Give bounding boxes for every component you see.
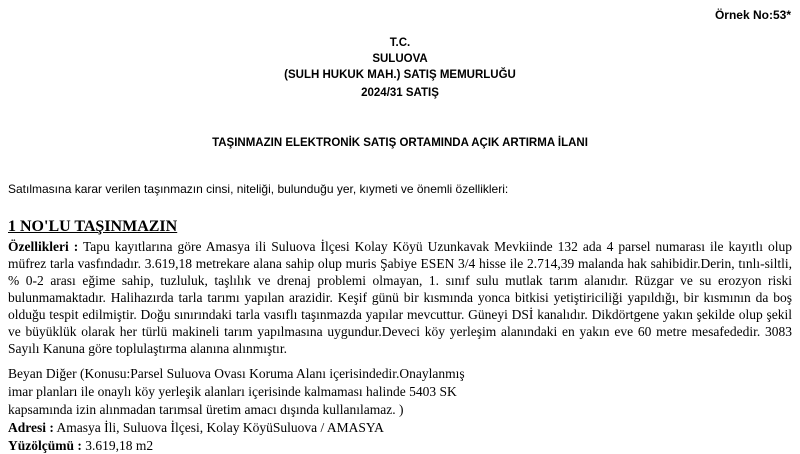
header-case-number: 2024/31 SATIŞ	[361, 87, 439, 99]
note-line-2: imar planları ile onaylı köy yerleşik alanları içerisinde kalmaması halinde 5403 SK	[8, 384, 457, 399]
note-line-1: Beyan Diğer (Konusu:Parsel Suluova Ovası Koruma Alanı içerisindedir.Onaylanmış	[8, 366, 465, 381]
property-heading: 1 NO'LU TAŞINMAZIN	[8, 218, 178, 235]
area-row	[8, 437, 153, 454]
address-value: Amasya İli, Suluova İlçesi, Kolay KöyüSuluova / AMASYA	[53, 420, 384, 435]
area-label: Yüzölçümü :	[8, 438, 82, 453]
features-label: Özellikleri :	[8, 239, 79, 254]
address-row	[8, 419, 384, 436]
intro-text: Satılmasına karar verilen taşınmazın cinsi, niteliği, bulunduğu yer, kıymeti ve önemli özellikleri:	[8, 182, 509, 196]
area-value: 3.619,18 m2	[81, 438, 154, 453]
property-features	[8, 238, 792, 357]
notice-title: TAŞINMAZIN ELEKTRONİK SATIŞ ORTAMINDA AÇIK ARTIRMA İLANI	[212, 137, 588, 149]
address-label: Adresi :	[8, 420, 54, 435]
sample-number: Örnek No:53*	[714, 8, 791, 22]
note-line-3: kapsamında izin alınmadan tarımsal üretim amacı dışında kullanılamaz. )	[8, 402, 404, 417]
header-tc: T.C.	[389, 37, 411, 49]
features-text: Tapu kayıtlarına göre Amasya ili Suluova İlçesi Kolay Köyü Uzunkavak Mevkiinde 132 ada 4 parsel numarası ile kayıtlı olup müfrez tarla vasfındadır. 3.619,18 metrekare alana sahip olup muris Şabiye ESEN 3/4 hisse ile 2.714,39 malanda hak sahibidir.Derin, tınlı-siltli, % 0-2 arası eğime sahip, tuzluluk, taşlılık ve drenaj problemi olmayan, 1. sınıf sulu mutlak tarım alanıdır. Rüzgar ve su erozyon riski bulunmamaktadır. Halihazırda tarla tarımı yapılan arazidir. Keşif günü bir kısmında yonca bitkisi yetiştiriciliği yapıldığı, bir kısmının da boş olduğu tespit edilmiştir. Doğu sınırındaki tarla vasıflı taşınmazda yapılar mevcuttur. Güneyi DSİ kanalıdır. Dikdörtgene yakın şekilde olup şekil ve büyüklük olarak her türlü makineli tarım yapılmasına uygundur.Deveci köy yerleşim alanındaki en yakın eve 60 metre mesafededir. 3083 Sayılı Kanuna göre toplulaştırma alanına alınmıştır.	[8, 239, 793, 356]
header-district: SULUOVA	[372, 53, 428, 65]
header-office: (SULH HUKUK MAH.) SATIŞ MEMURLUĞU	[284, 69, 516, 81]
